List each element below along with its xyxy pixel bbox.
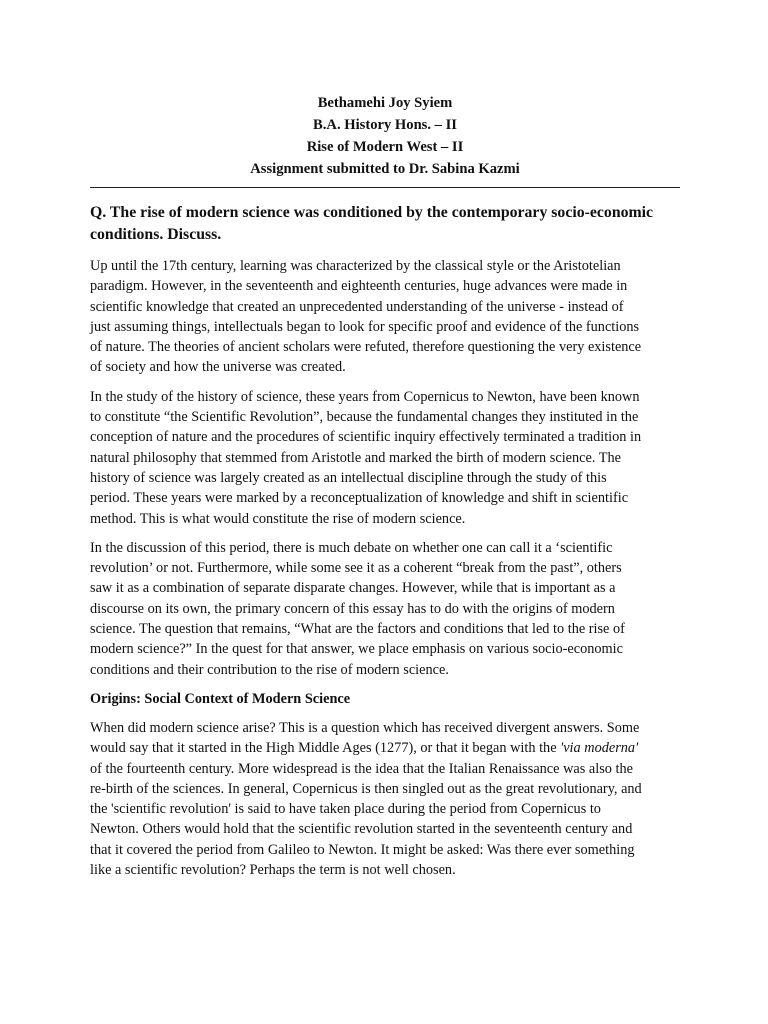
document-page bbox=[90, 92, 680, 880]
paragraph-line: the 'scientific revolution' is said to have taken place during the period from Copernicus to bbox=[90, 801, 601, 818]
paragraph-line: to constitute “the Scientific Revolution”, because the fundamental changes they instituted in the bbox=[90, 409, 639, 426]
paragraph-line: saw it as a combination of separate disparate changes. However, while that is important as a bbox=[90, 580, 616, 597]
paragraph-line: method. This is what would constitute the rise of modern science. bbox=[90, 510, 466, 527]
paragraph-line: Up until the 17th century, learning was characterized by the classical style or the Aristotelian bbox=[90, 258, 621, 274]
paragraph-line: like a scientific revolution? Perhaps the term is not well chosen. bbox=[90, 862, 456, 879]
paragraph-line: In the discussion of this period, there is much debate on whether one can call it a ‘scientific bbox=[90, 539, 613, 556]
paragraph-line: history of science was largely created as an intellectual discipline through the study of this bbox=[90, 469, 607, 486]
paragraph-line: scientific knowledge that created an unprecedented understanding of the universe - instead of bbox=[90, 298, 624, 315]
paragraph-line: conception of nature and the procedures of scientific inquiry effectively terminated a tradition in bbox=[90, 429, 642, 446]
document-header bbox=[90, 92, 680, 180]
paragraph-line: period. These years were marked by a reconceptualization of knowledge and shift in scientific bbox=[90, 490, 629, 507]
paragraph-line: that it covered the period from Galileo to Newton. It might be asked: Was there ever something bbox=[90, 841, 635, 858]
paragraph-line: of the fourteenth century. More widespread is the idea that the Italian Renaissance was also the bbox=[90, 760, 633, 777]
paragraph-line: natural philosophy that stemmed from Aristotle and marked the birth of modern science. The bbox=[90, 449, 621, 466]
paragraph-1 bbox=[90, 256, 680, 378]
paragraph-line: of society and how the universe was created. bbox=[90, 359, 346, 376]
paragraph-2 bbox=[90, 387, 680, 529]
question-heading: Q. The rise of modern science was conditioned by the contemporary socio-economic conditions. Discuss. bbox=[90, 204, 654, 243]
course-name: B.A. History Hons. – II bbox=[313, 117, 457, 133]
paragraph-line: just assuming things, intellectuals began to look for specific proof and evidence of the functions bbox=[90, 318, 640, 335]
paragraph-line: conditions and their contribution to the rise of modern science. bbox=[90, 661, 449, 678]
italic-term: 'via moderna' bbox=[560, 740, 639, 757]
paragraph-line: discourse on its own, the primary concern of this essay has to do with the origins of modern bbox=[90, 600, 615, 617]
paragraph-line: of nature. The theories of ancient scholars were refuted, therefore questioning the very existence bbox=[90, 339, 642, 356]
paragraph-4 bbox=[90, 718, 680, 880]
horizontal-divider bbox=[90, 187, 680, 188]
section-subheading: Origins: Social Context of Modern Science bbox=[90, 690, 351, 707]
paragraph-line: science. The question that remains, “What are the factors and conditions that led to the rise of bbox=[90, 621, 625, 638]
paragraph-3 bbox=[90, 538, 680, 680]
line-text: would say that it started in the High Middle Ages (1277), or that it began with the bbox=[90, 740, 561, 757]
paragraph-line: Newton. Others would hold that the scientific revolution started in the seventeenth century and bbox=[90, 821, 633, 838]
paragraph-line: revolution’ or not. Furthermore, while some see it as a coherent “break from the past”, others bbox=[90, 560, 622, 577]
paragraph-line: re-birth of the sciences. In general, Copernicus is then singled out as the great revolutionary, and bbox=[90, 780, 642, 797]
paragraph-line: modern science?” In the quest for that answer, we place emphasis on various socio-economic bbox=[90, 641, 623, 658]
submission-line: Assignment submitted to Dr. Sabina Kazmi bbox=[250, 161, 520, 177]
author-name: Bethamehi Joy Syiem bbox=[317, 95, 453, 111]
paragraph-line: When did modern science arise? This is a question which has received divergent answers. Some bbox=[90, 719, 640, 736]
paper-title: Rise of Modern West – II bbox=[306, 139, 464, 155]
paragraph-line: paradigm. However, in the seventeenth and eighteenth centuries, huge advances were made in bbox=[90, 278, 628, 295]
paragraph-line: In the study of the history of science, these years from Copernicus to Newton, have been known bbox=[90, 388, 640, 405]
paragraph-line bbox=[90, 738, 680, 758]
